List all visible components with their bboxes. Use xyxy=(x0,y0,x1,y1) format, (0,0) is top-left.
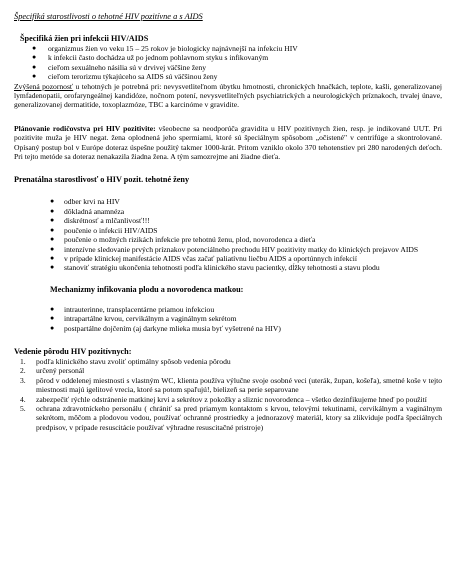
list-item: ● stanoviť stratégiu ukončenia tehotnosti podľa klinického stavu pacientky, dĺžky tehotnosti a stavu plodu xyxy=(50,263,380,273)
prenatal-care-list xyxy=(14,197,442,272)
list-item: ● v prípade klinickej manifestácie AIDS včas začať paliatívnu liečbu AIDS a oportúnnych infekcií xyxy=(50,253,357,263)
list-item: 1. podľa klinického stavu zvoliť optimálny spôsob vedenia pôrodu xyxy=(20,356,231,366)
bullet-icon: ● xyxy=(50,314,55,323)
heading-delivery-management: Vedenie pôrodu HIV pozitívnych: xyxy=(14,346,132,356)
bullet-icon: ● xyxy=(32,62,37,71)
list-item: ● dôkladná anamnéza xyxy=(50,206,125,216)
list-item: ● k infekcii často dochádza už po jednom pohlavnom styku s infikovaným xyxy=(32,53,269,63)
attention-paragraph: Zvýšená pozornosť u tehotných je potrebná pri: nevysvetliteľnom úbytku hmotnosti, chronických hnačkách, teplote, kašli, generalizovanej lymfadenopatii, orofaryngeálnej kandidóze, nočnom potení, nevysvetliteľných psychiatrických a neurologických príznakoch, trvalej únave, generalizovanej dermatitíde, toxoplazmóze, TBC a karcinóme v gravidite. xyxy=(14,81,442,110)
bullet-icon: ● xyxy=(50,206,55,215)
list-item: ● odber krvi na HIV xyxy=(50,197,120,207)
bullet-icon: ● xyxy=(32,44,37,52)
bullet-icon: ● xyxy=(50,197,55,206)
heading-specifics: Špecifiká žien pri infekcii HIV/AIDS xyxy=(20,34,149,43)
bullet-icon: ● xyxy=(50,304,55,313)
list-item: ● intrauterinne, transplacentárne priamou infekciou xyxy=(50,304,215,314)
list-item: ● intrapartálne krvou, cervikálnym a vaginálnym sekrétom xyxy=(50,314,237,324)
list-item: ● postpartálne dojčením (aj darkyne mlieka musia byť vyšetrené na HIV) xyxy=(50,323,281,333)
specifics-list xyxy=(14,44,442,82)
family-planning-paragraph: Plánovanie rodičovstva pri HIV pozitivite: všeobecne sa neodporúča gravidita u HIV pozitívnych žien, resp. je indikované UUT. Pri pozitivite muža je HIV negat. žena oplodnená jeho spermiami, ktoré sú špeciálnym spôsobom „očistené" v centrifúge a skontrolované. Opísaný postup bol v Európe doteraz úspešne použitý takmer 1000-krát. Pritom vzniklo okolo 370 tehotenstiev pri 280 narodených deťoch. Pri tejto metóde sa doteraz nenakazila žiadna žena. A tým samozrejme ani žiadne dieťa. xyxy=(14,123,443,162)
list-item: ● diskrétnosť a mlčanlivosť!!! xyxy=(50,216,150,226)
document-title: Špecifiká starostlivosti o tehotné HIV pozitívne a s AIDS xyxy=(14,12,203,21)
bullet-icon: ● xyxy=(50,244,55,253)
heading-infection-mechanisms: Mechanizmy infikovania plodu a novorodenca matkou: xyxy=(50,284,244,294)
document-page xyxy=(14,12,442,432)
list-item: ● organizmus žien vo veku 15 – 25 rokov je biologicky najnávnejší na infekciu HIV xyxy=(32,44,298,53)
bullet-icon: ● xyxy=(32,72,37,81)
list-item: ● cieľom sexuálneho násilia sú v drvivej väčšine ženy xyxy=(32,62,207,72)
bullet-icon: ● xyxy=(50,216,55,225)
list-item: 4. zabezpečiť rýchle odstránenie matkinej krvi a sekrétov z pokožky a sliznic novorodenca – všetko dezinfikujeme hneď po použití xyxy=(20,394,427,404)
bullet-icon: ● xyxy=(50,235,55,244)
infection-mechanisms-list xyxy=(14,305,442,333)
heading-prenatal-care: Prenatálna starostlivosť o HIV pozit. tehotné ženy xyxy=(14,175,190,185)
bullet-icon: ● xyxy=(50,225,55,234)
bullet-icon: ● xyxy=(50,323,55,332)
list-item: 3. pôrod v oddelenej miestnosti s vlastným WC, klienta používa výlučne svoje osobné veci (uterák, župan, košeľa), smetné koše v tejto miestnosti majú igelitové vrecia, ktoré sa potom spaľujú!, bielizeň sa perie separovane xyxy=(20,375,442,395)
list-item: 2. určený personál xyxy=(20,366,85,376)
list-item: ● poučenie o infekcii HIV/AIDS xyxy=(50,225,158,235)
delivery-management-list xyxy=(14,357,442,432)
bullet-icon: ● xyxy=(50,253,55,262)
list-item: 5. ochrana zdravotníckeho personálu ( chrániť sa pred priamym kontaktom s krvou, telovými tekutinami, cervikálnym a vaginálnym sekrétom, môčom a plodovou vodou, používať ochranné prostriedky a jednorazový materiál, ktory sa zlikviduje podľa špeciálnych predpisov, v prípade resuscitácie používať výhradne resuscitačné pristroje) xyxy=(20,403,442,432)
list-item: ● poučenie o možných rizikách infekcie pre tehotnú ženu, plod, novorodenca a dieťa xyxy=(50,235,316,245)
list-item: ● cieľom terorizmu týkajúceho sa AIDS sú väčšinou ženy xyxy=(32,72,218,82)
bullet-icon: ● xyxy=(32,53,37,62)
bullet-icon: ● xyxy=(50,263,55,272)
list-item: ● intenzívne sledovanie prvých príznakov potenciálneho prechodu HIV pozitivity matky do klinických prejavov AIDS xyxy=(50,244,419,254)
